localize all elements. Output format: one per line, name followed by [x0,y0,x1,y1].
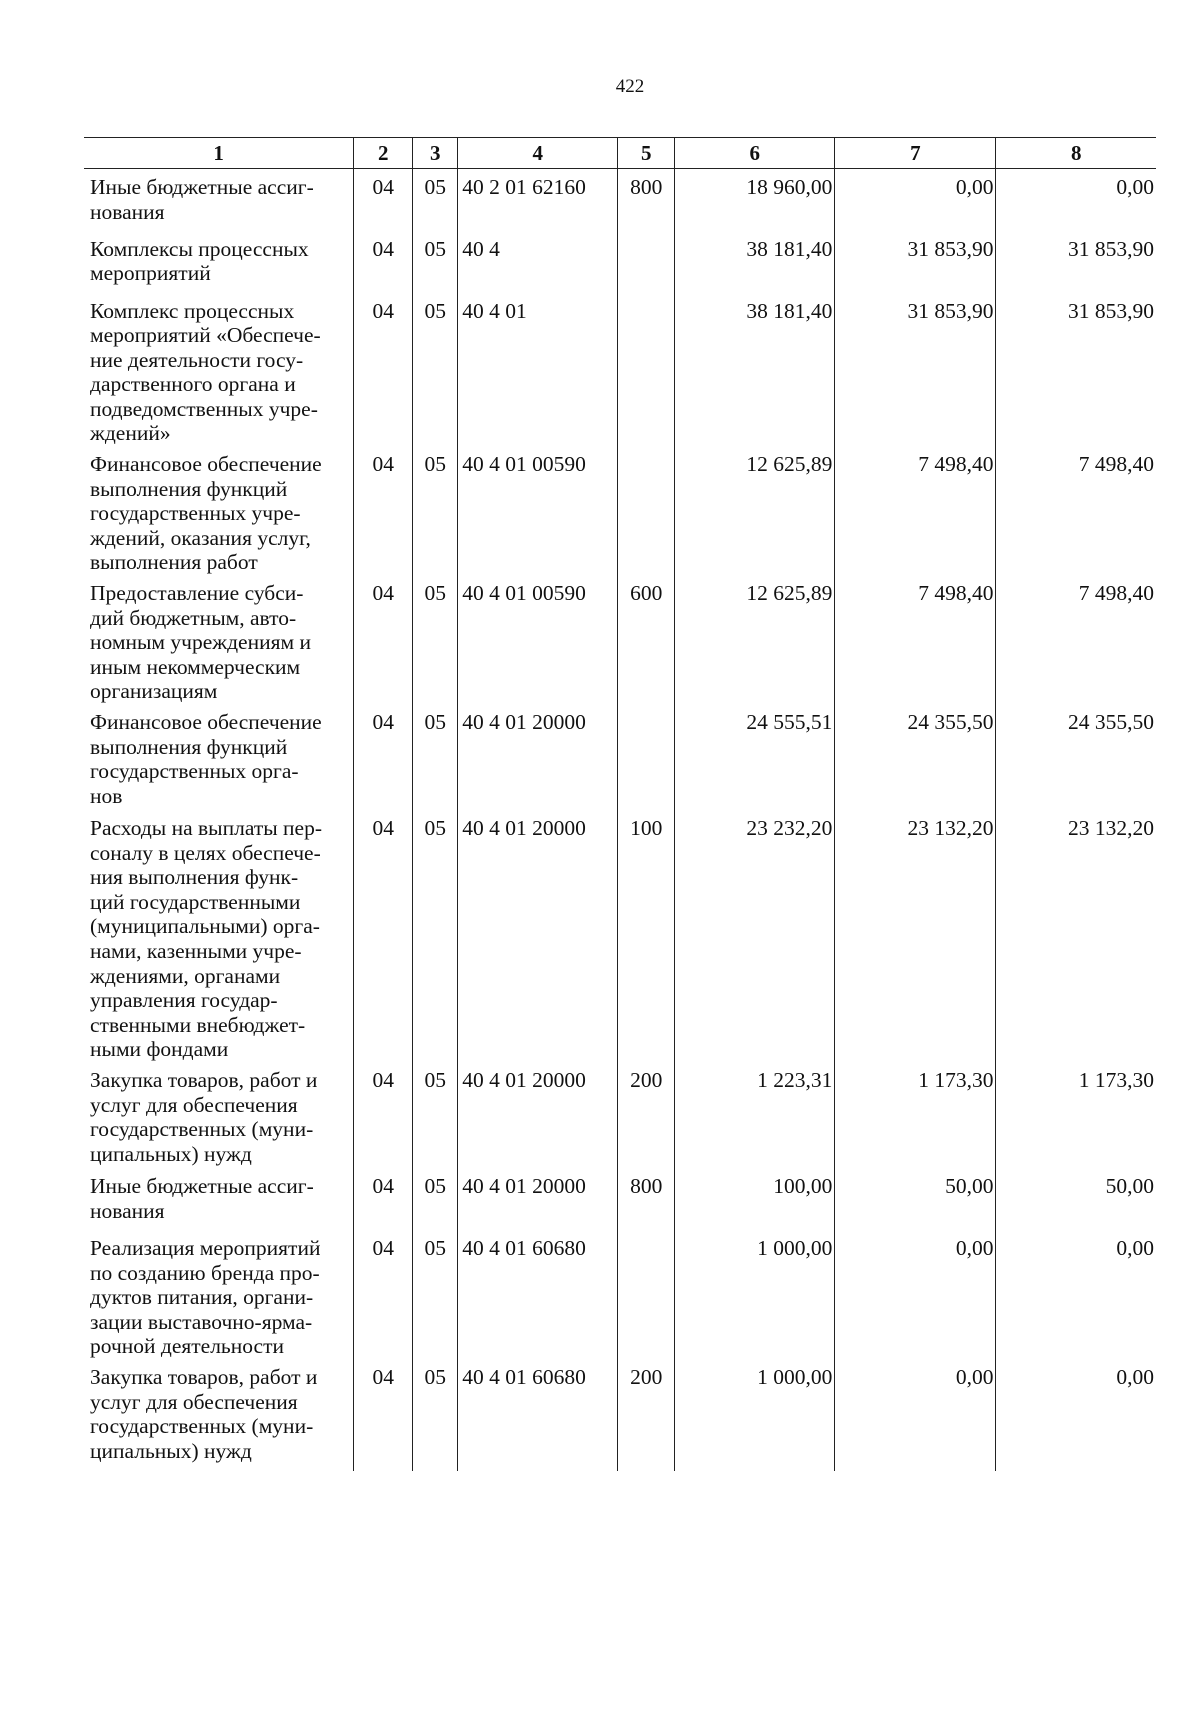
cell-name: Предоставление субси- дий бюджетным, авто- номным учреждениям и иным некоммерческим организациям [90,581,311,704]
cell-name: Комплекс процессных мероприятий «Обеспече- ние деятельности госу- дарственного органа и подведомственных учре- ждений» [90,298,321,446]
cell-target-code: 40 4 01 20000 [458,810,618,1062]
cell-name: Иные бюджетные ассиг- нования [90,1173,314,1223]
cell-expense-type [618,704,675,810]
table-row [84,810,1156,1062]
cell-name: Финансовое обеспечение выполнения функций государственных учре- ждений, оказания услуг, выполнения работ [90,452,322,575]
cell-amount-7: 23 132,20 [835,810,996,1062]
cell-amount-6: 100,00 [675,1168,835,1230]
cell-target-code: 40 4 01 00590 [458,575,618,704]
cell-target-code: 40 2 01 62160 [458,169,618,231]
cell-target-code: 40 4 01 20000 [458,704,618,810]
cell-amount-8: 24 355,50 [996,704,1156,810]
cell-amount-8: 7 498,40 [996,575,1156,704]
cell-amount-6: 38 181,40 [675,293,835,447]
cell-subsection: 05 [413,1062,458,1168]
cell-amount-7: 24 355,50 [835,704,996,810]
cell-amount-6: 12 625,89 [675,446,835,575]
cell-section: 04 [354,1230,413,1359]
cell-amount-8: 7 498,40 [996,446,1156,575]
table-row [84,446,1156,575]
header-col-2: 2 [354,138,413,169]
table-row [84,169,1156,231]
cell-section: 04 [354,704,413,810]
cell-amount-8: 31 853,90 [996,231,1156,293]
cell-section: 04 [354,1168,413,1230]
cell-name: Реализация мероприятий по созданию бренда про- дуктов питания, органи- зации выставочно-ярма- рочной деятельности [90,1235,321,1359]
cell-amount-6: 23 232,20 [675,810,835,1062]
header-col-1: 1 [84,138,354,169]
cell-amount-6: 24 555,51 [675,704,835,810]
cell-expense-type [618,231,675,293]
cell-amount-6: 1 000,00 [675,1230,835,1359]
cell-expense-type: 800 [618,1168,675,1230]
cell-amount-7: 50,00 [835,1168,996,1230]
cell-subsection: 05 [413,293,458,447]
cell-amount-8: 31 853,90 [996,293,1156,447]
cell-subsection: 05 [413,1359,458,1471]
cell-subsection: 05 [413,169,458,231]
cell-name: Закупка товаров, работ и услуг для обеспечения государственных (муни- ципальных) нужд [90,1364,318,1463]
cell-name: Расходы на выплаты пер- соналу в целях обеспече- ния выполнения функ- ций государственными (муниципальными) орга- нами, казенными учре- ждениями, органами управления государ- ственными внебюджет- ными фондами [90,816,322,1062]
cell-amount-7: 31 853,90 [835,293,996,447]
cell-expense-type: 600 [618,575,675,704]
cell-target-code: 40 4 01 [458,293,618,447]
cell-amount-7: 7 498,40 [835,575,996,704]
cell-subsection: 05 [413,446,458,575]
table-row [84,231,1156,293]
header-col-5: 5 [618,138,675,169]
cell-section: 04 [354,169,413,231]
cell-amount-7: 0,00 [835,169,996,231]
header-col-7: 7 [835,138,996,169]
table-row [84,1168,1156,1230]
cell-target-code: 40 4 01 20000 [458,1168,618,1230]
budget-table [84,137,1156,1471]
cell-section: 04 [354,446,413,575]
cell-amount-8: 1 173,30 [996,1062,1156,1168]
cell-expense-type [618,446,675,575]
header-col-3: 3 [413,138,458,169]
cell-subsection: 05 [413,575,458,704]
cell-expense-type: 800 [618,169,675,231]
cell-target-code: 40 4 [458,231,618,293]
cell-amount-6: 1 000,00 [675,1359,835,1471]
cell-expense-type [618,293,675,447]
cell-section: 04 [354,810,413,1062]
table-row [84,1359,1156,1471]
cell-expense-type [618,1230,675,1359]
cell-name: Закупка товаров, работ и услуг для обеспечения государственных (муни- ципальных) нужд [90,1067,318,1166]
cell-target-code: 40 4 01 60680 [458,1230,618,1359]
table-header-row [84,138,1156,169]
cell-target-code: 40 4 01 60680 [458,1359,618,1471]
cell-amount-7: 1 173,30 [835,1062,996,1168]
cell-subsection: 05 [413,1168,458,1230]
cell-amount-7: 0,00 [835,1359,996,1471]
cell-amount-6: 1 223,31 [675,1062,835,1168]
cell-amount-8: 0,00 [996,1230,1156,1359]
cell-amount-8: 23 132,20 [996,810,1156,1062]
cell-section: 04 [354,1062,413,1168]
table-row [84,1230,1156,1359]
cell-name: Иные бюджетные ассиг- нования [90,175,314,224]
cell-amount-6: 18 960,00 [675,169,835,231]
cell-subsection: 05 [413,1230,458,1359]
cell-subsection: 05 [413,704,458,810]
header-col-8: 8 [996,138,1156,169]
cell-subsection: 05 [413,231,458,293]
cell-section: 04 [354,293,413,447]
cell-target-code: 40 4 01 20000 [458,1062,618,1168]
page-number: 422 [615,76,645,97]
cell-name: Финансовое обеспечение выполнения функций государственных орга- нов [90,710,322,808]
table-row [84,1062,1156,1168]
cell-amount-7: 31 853,90 [835,231,996,293]
cell-section: 04 [354,575,413,704]
cell-amount-8: 0,00 [996,1359,1156,1471]
table-row [84,293,1156,447]
cell-amount-7: 0,00 [835,1230,996,1359]
table-body [84,169,1156,1472]
cell-section: 04 [354,1359,413,1471]
cell-section: 04 [354,231,413,293]
cell-amount-6: 12 625,89 [675,575,835,704]
cell-amount-8: 50,00 [996,1168,1156,1230]
table-row [84,704,1156,810]
cell-amount-6: 38 181,40 [675,231,835,293]
header-col-6: 6 [675,138,835,169]
cell-amount-8: 0,00 [996,169,1156,231]
header-col-4: 4 [458,138,618,169]
cell-amount-7: 7 498,40 [835,446,996,575]
cell-expense-type: 100 [618,810,675,1062]
cell-subsection: 05 [413,810,458,1062]
cell-expense-type: 200 [618,1359,675,1471]
cell-name: Комплексы процессных мероприятий [90,236,309,286]
cell-expense-type: 200 [618,1062,675,1168]
table-row [84,575,1156,704]
cell-target-code: 40 4 01 00590 [458,446,618,575]
